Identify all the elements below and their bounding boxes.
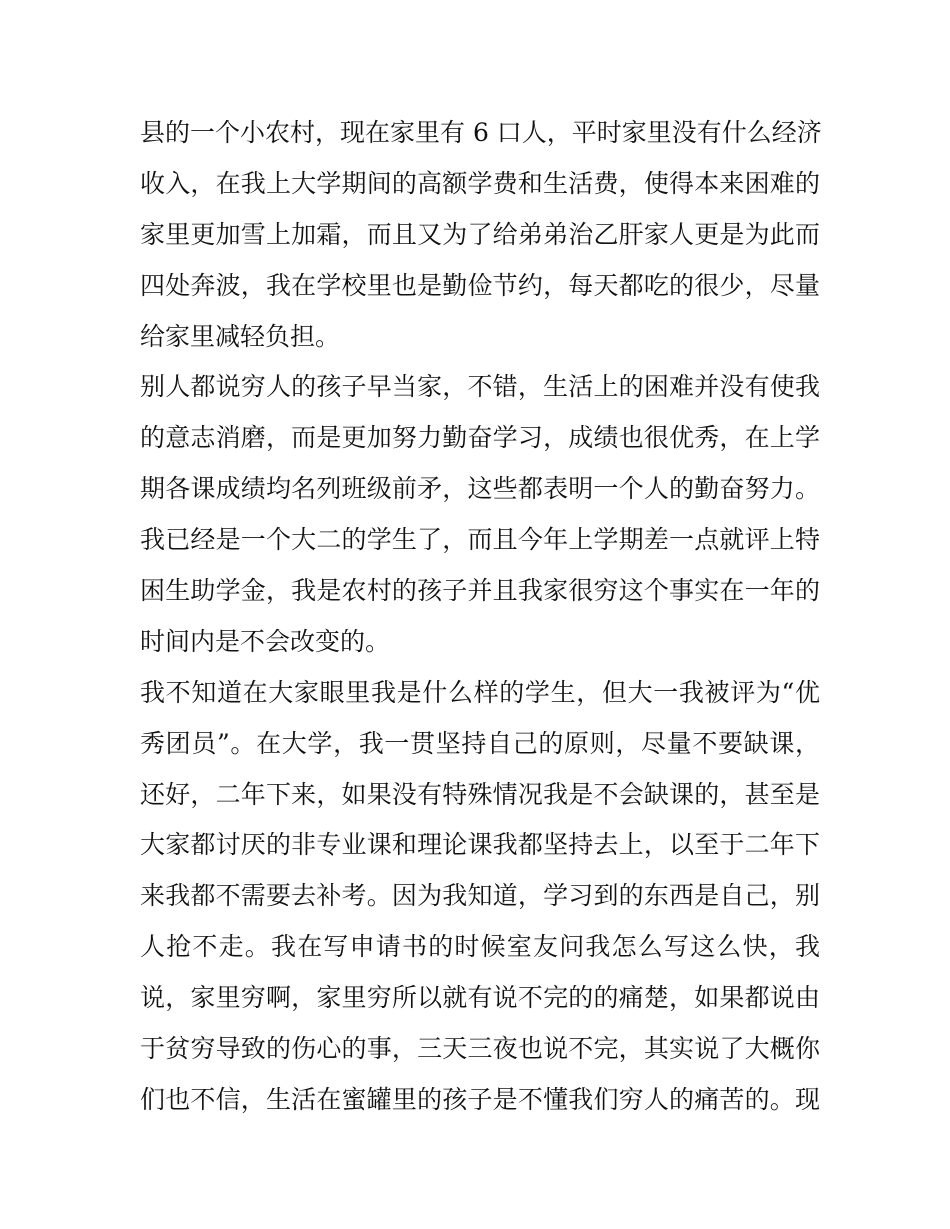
text-line: 们也不信，生活在蜜罐里的孩子是不懂我们穷人的痛苦的。现 xyxy=(140,1084,820,1114)
text-line: 别人都说穷人的孩子早当家，不错，生活上的困难并没有使我 xyxy=(140,372,820,402)
text-line: 给家里减轻负担。 xyxy=(140,321,341,351)
text-line: 还好，二年下来，如果没有特殊情况我是不会缺课的，甚至是 xyxy=(140,779,820,809)
text-line: 困生助学金，我是农村的孩子并且我家很穷这个事实在一年的 xyxy=(140,576,820,606)
text-line: 大家都讨厌的非专业课和理论课我都坚持去上，以至于二年下 xyxy=(140,830,820,860)
text-line: 于贫穷导致的伤心的事，三天三夜也说不完，其实说了大概你 xyxy=(140,1034,820,1064)
text-line: 收入，在我上大学期间的高额学费和生活费，使得本来困难的 xyxy=(140,168,820,198)
text-line: 秀团员”。在大学，我一贯坚持自己的原则，尽量不要缺课， xyxy=(140,728,820,758)
document-body xyxy=(140,108,820,1126)
text-line: 的意志消磨，而是更加努力勤奋学习，成绩也很优秀，在上学 xyxy=(140,423,820,453)
text-line: 来我都不需要去补考。因为我知道，学习到的东西是自己，别 xyxy=(140,881,820,911)
text-line: 人抢不走。我在写申请书的时候室友问我怎么写这么快，我 xyxy=(140,932,820,962)
text-line: 家里更加雪上加霜，而且又为了给弟弟治乙肝家人更是为此而 xyxy=(140,219,820,249)
text-line: 说，家里穷啊，家里穷所以就有说不完的的痛楚，如果都说由 xyxy=(140,983,820,1013)
text-line: 期各课成绩均名列班级前矛，这些都表明一个人的勤奋努力。 xyxy=(140,474,820,504)
text-line: 我已经是一个大二的学生了，而且今年上学期差一点就评上特 xyxy=(140,525,820,555)
text-line: 时间内是不会改变的。 xyxy=(140,626,391,656)
text-line: 我不知道在大家眼里我是什么样的学生，但大一我被评为“优 xyxy=(140,677,820,707)
text-line: 县的一个小农村，现在家里有 6 口人，平时家里没有什么经济 xyxy=(140,118,822,147)
text-line: 四处奔波，我在学校里也是勤俭节约，每天都吃的很少，尽量 xyxy=(140,270,820,300)
